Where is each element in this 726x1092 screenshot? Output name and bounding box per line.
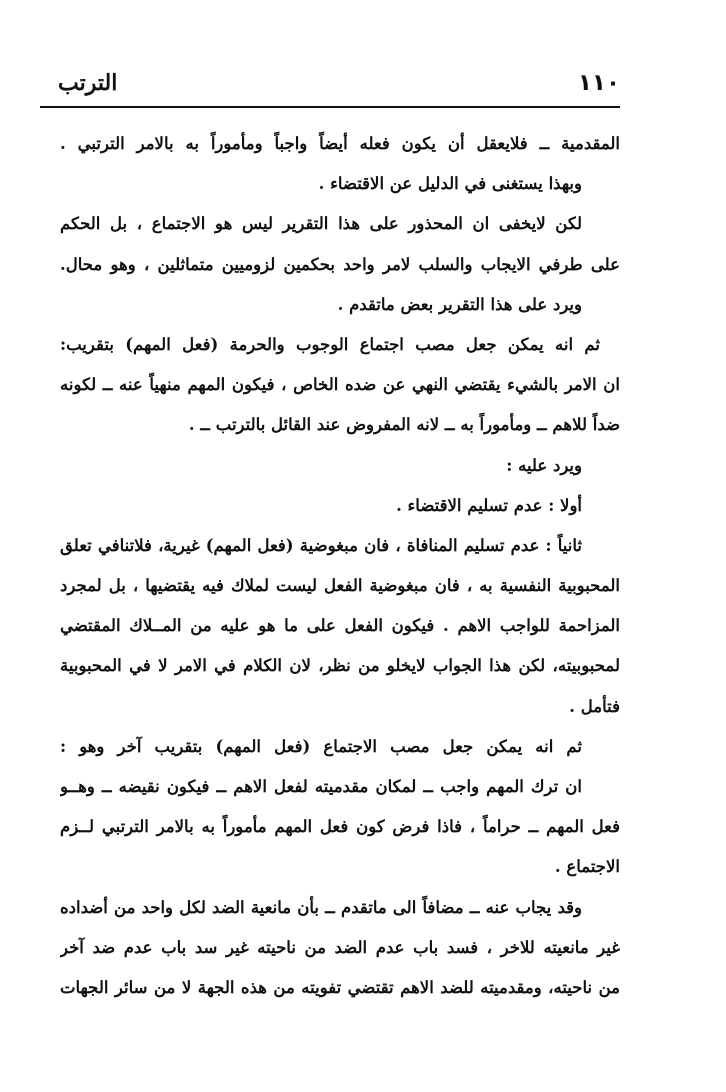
text-line: فتأمل . bbox=[569, 696, 620, 716]
text-line: المزاحمة للواجب الاهم . فيكون الفعل على ما هو عليه من المــلاك المقتضي bbox=[60, 616, 620, 636]
text-line: ان الامر بالشيء يقتضي النهي عن ضده الخاص ، فيكون المهم منهياً عنه ــ لكونه bbox=[60, 375, 620, 395]
text-line: الاجتماع . bbox=[554, 857, 620, 877]
text-line: المحبوبية النفسية به ، فان مبغوضية الفعل ليست لملاك فيه يقتضيها ، بل لمجرد bbox=[60, 576, 620, 596]
text-line: ان ترك المهم واجب ــ لمكان مقدميته لفعل الاهم ــ فيكون نقيضه ــ وهــو bbox=[60, 777, 582, 796]
text-line: ثانياً : عدم تسليم المنافاة ، فان مبغوضية (فعل المهم) غيرية، فلاتنافي تعلق bbox=[60, 535, 582, 555]
text-line: وبهذا يستغنى في الدليل عن الاقتضاء . bbox=[318, 174, 582, 194]
page-header bbox=[40, 66, 620, 106]
text-line: أولا : عدم تسليم الاقتضاء . bbox=[396, 495, 582, 515]
text-line: على طرفي الايجاب والسلب لامر واحد بحكمين لزوميين متماثلين ، وهو محال. bbox=[60, 254, 620, 274]
body-text bbox=[60, 124, 620, 1008]
text-line: ويرد على هذا التقرير بعض ماتقدم . bbox=[337, 294, 582, 314]
text-line: ثم انه يمكن جعل مصب اجتماع الوجوب والحرمة (فعل المهم) بتقريب: bbox=[60, 334, 600, 354]
text-line: غير مانعيته للاخر ، فسد باب عدم الضد من ناحيته غير سد باب عدم ضد آخر bbox=[60, 937, 620, 957]
text-line: وقد يجاب عنه ــ مضافاً الى ماتقدم ــ بأن مانعية الضد لكل واحد من أضداده bbox=[60, 897, 582, 917]
text-line: من ناحيته، ومقدميته للضد الاهم تقتضي تفويته من هذه الجهة لا من سائر الجهات bbox=[60, 977, 620, 997]
text-line: لكن لايخفى ان المحذور على هذا التقرير ليس هو الاجتماع ، بل الحكم bbox=[60, 214, 582, 234]
text-line: المقدمية ــ فلايعقل أن يكون فعله أيضاً واجباً ومأموراً به بالامر الترتبي . bbox=[60, 134, 620, 153]
page-number: ١١٠ bbox=[577, 70, 620, 96]
text-line: فعل المهم ــ حراماً ، فاذا فرض كون فعل المهم مأموراً به بالامر الترتبي لــزم bbox=[60, 817, 620, 837]
text-line: ضداً للاهم ــ ومأموراً به ــ لانه المفروض عند القائل بالترتب ــ . bbox=[188, 415, 620, 435]
running-title: الترتب bbox=[58, 70, 118, 96]
text-line: ويرد عليه : bbox=[506, 455, 582, 475]
text-line: ثم انه يمكن جعل مصب الاجتماع (فعل المهم) بتقريب آخر وهو : bbox=[60, 736, 582, 756]
text-line: لمحبوبيته، لكن هذا الجواب لايخلو من نظر، لان الكلام في الامر لا في المحبوبية bbox=[60, 656, 620, 676]
header-rule bbox=[40, 106, 620, 108]
